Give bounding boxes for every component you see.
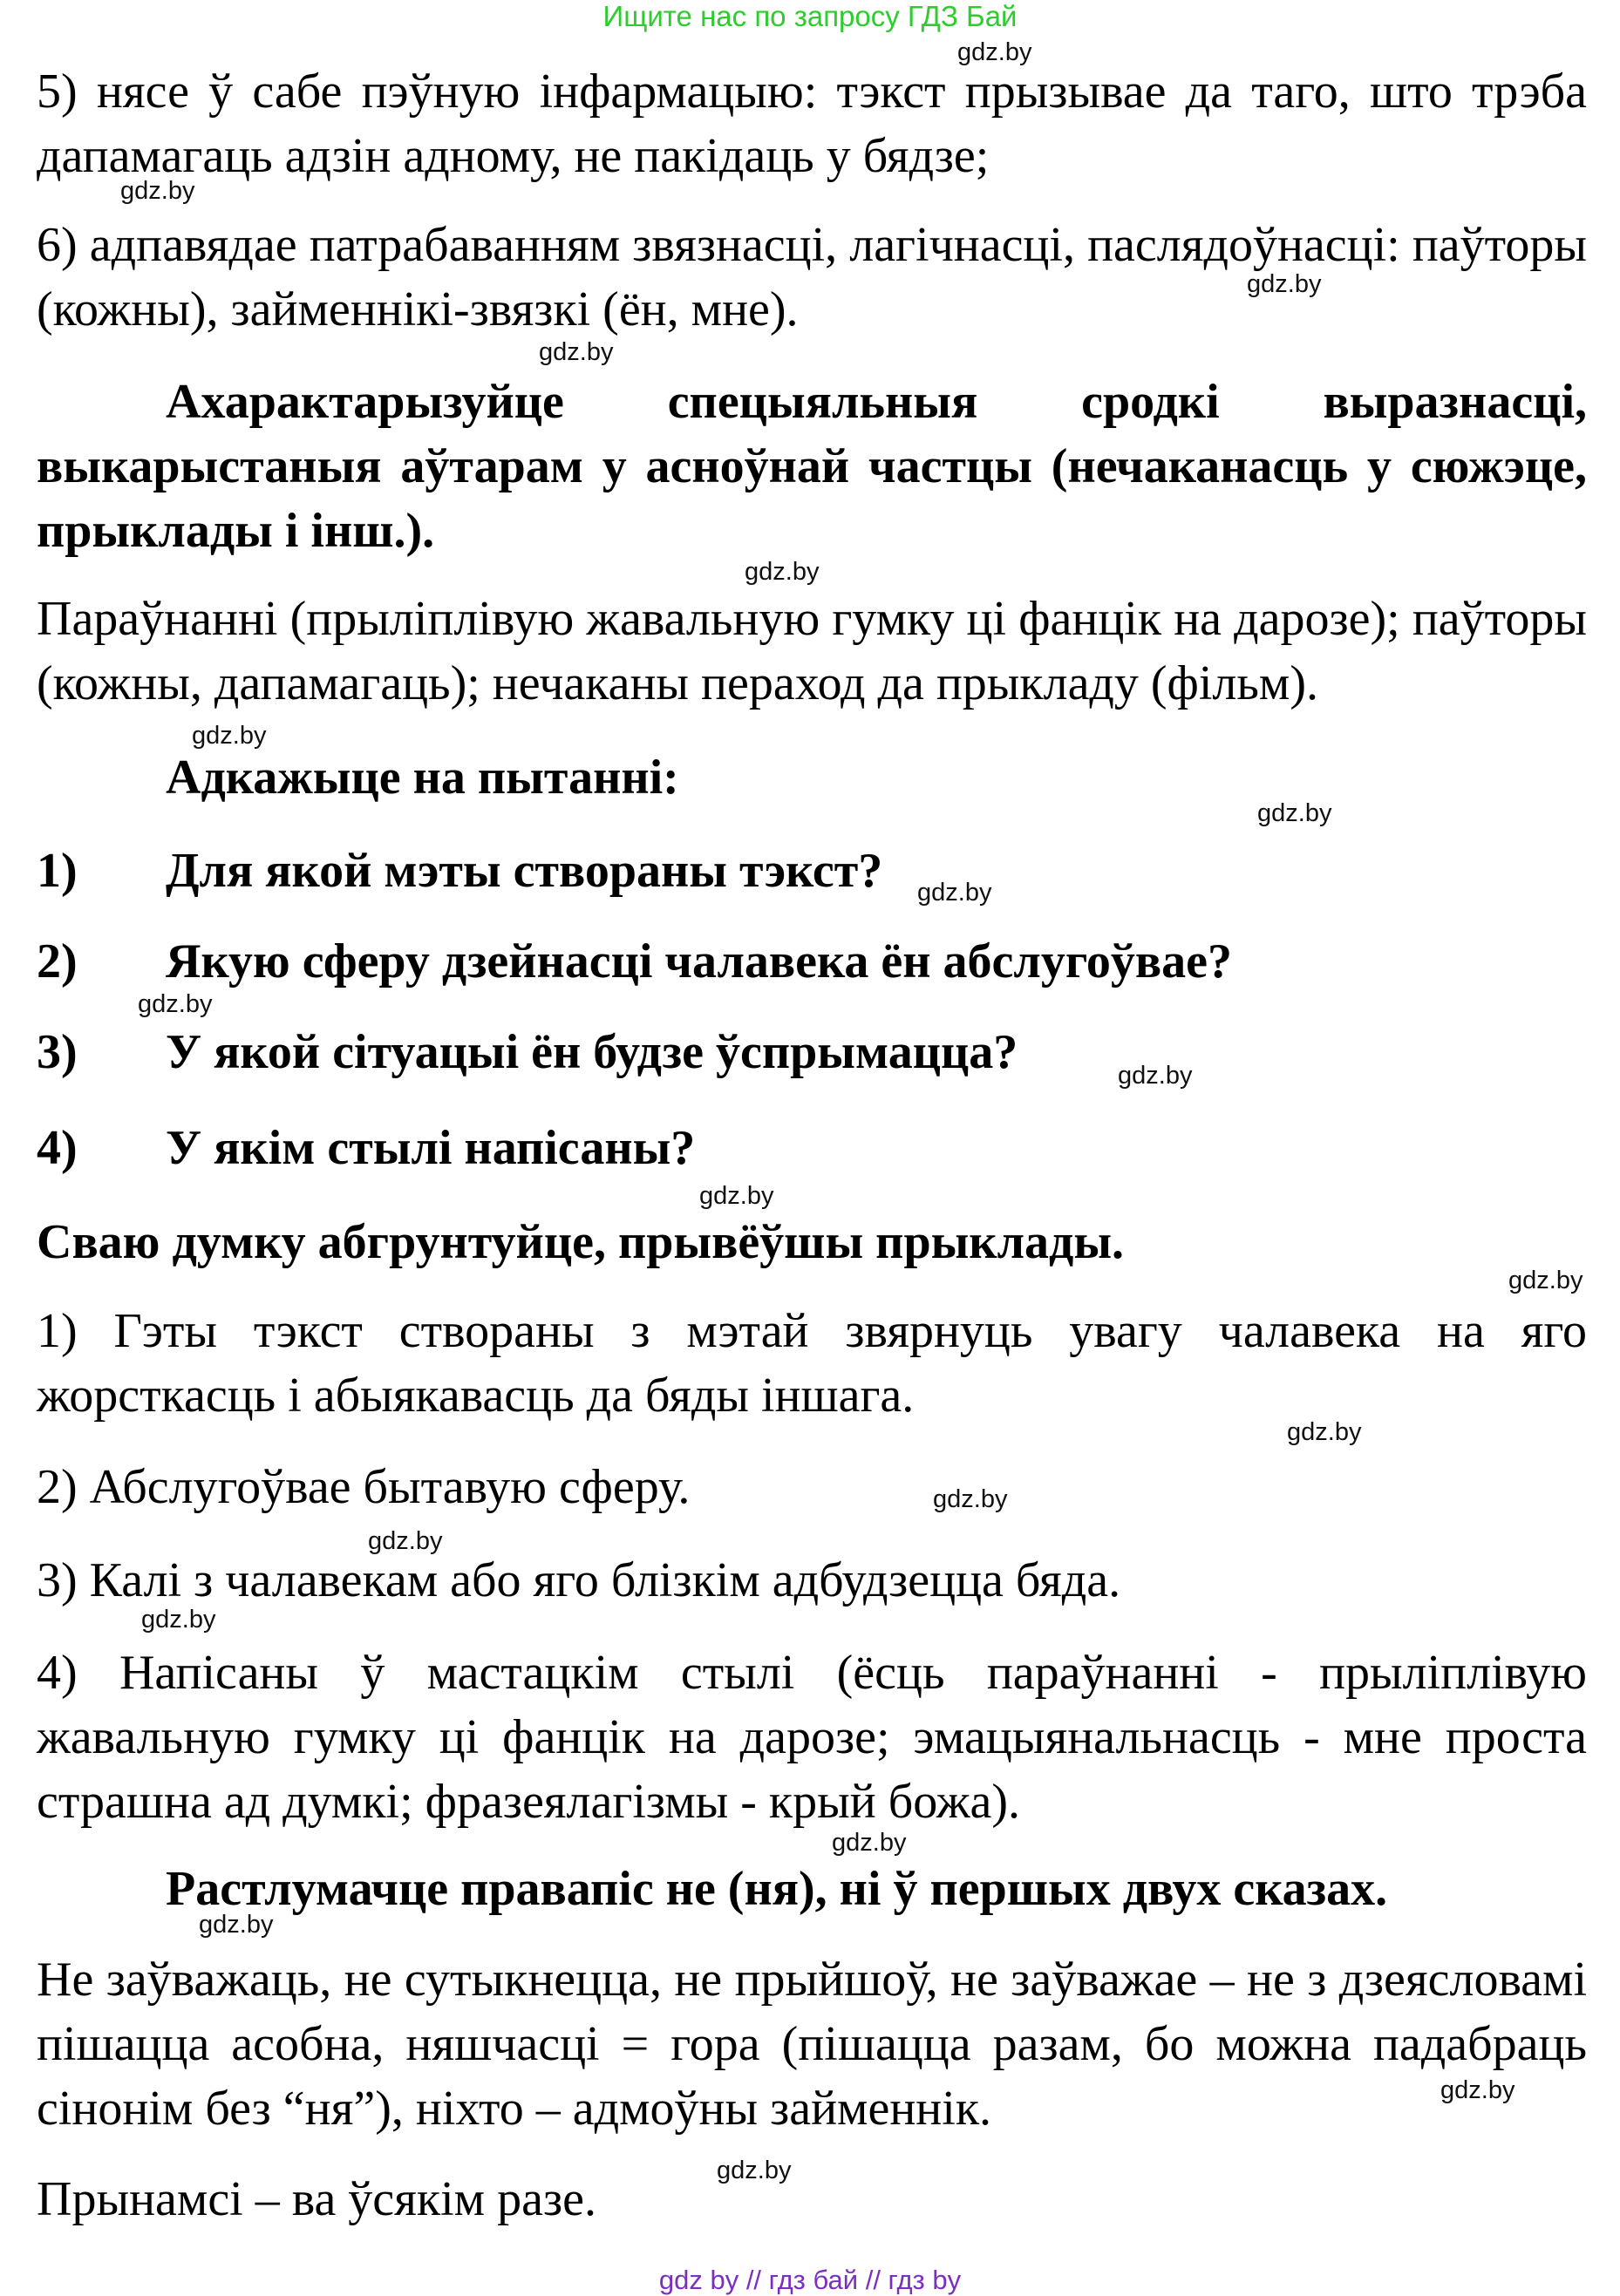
watermark: gdz.by bbox=[917, 879, 992, 907]
watermark: gdz.by bbox=[1440, 2076, 1515, 2104]
question-text: Для якой мэты створаны тэкст? bbox=[166, 844, 883, 898]
paragraph-item-6: 6) адпавядае патрабаванням звязнасці, лагічнасці, паслядоўнасці: паўторы (кожны), займеннікі-звязкі (ён, мне). bbox=[37, 218, 1587, 336]
question-text: У якім стылі напісаны? bbox=[166, 1121, 696, 1175]
watermark: gdz.by bbox=[539, 338, 614, 366]
question-text: У якой сітуацыі ён будзе ўспрымацца? bbox=[166, 1025, 1018, 1079]
question-number: 1) bbox=[37, 844, 78, 898]
watermark: gdz.by bbox=[199, 1911, 274, 1939]
watermark: gdz.by bbox=[933, 1485, 1008, 1513]
watermark: gdz.by bbox=[192, 722, 267, 750]
question-number: 4) bbox=[37, 1121, 78, 1175]
top-banner[interactable]: Ищите нас по запросу ГДЗ Бай bbox=[602, 0, 1018, 32]
question-number: 2) bbox=[37, 934, 78, 988]
watermark: gdz.by bbox=[1257, 799, 1332, 827]
answer-item-1: 1) Гэты тэкст створаны з мэтай звярнуць увагу чалавека на яго жорсткасць і абыякавасць да бяды іншага. bbox=[37, 1304, 1587, 1423]
task-justify-instruction: Сваю думку абгрунтуйце, прывёўшы прыклады. bbox=[37, 1215, 1125, 1269]
answer-expressive-means: Параўнанні (прыліплівую жавальную гумку ці фанцік на дарозе); паўторы (кожны, дапамагаць); нечаканы пераход да прыкладу (фільм). bbox=[37, 592, 1587, 710]
question-text: Якую сферу дзейнасці чалавека ён абслугоўвае? bbox=[166, 934, 1232, 988]
watermark: gdz.by bbox=[141, 1606, 216, 1634]
answer-item-2: 2) Абслугоўвае бытавую сферу. bbox=[37, 1460, 691, 1514]
footer-links[interactable]: gdz by // гдз бай // гдз by bbox=[658, 2265, 962, 2295]
watermark: gdz.by bbox=[1287, 1418, 1362, 1446]
watermark: gdz.by bbox=[699, 1182, 774, 1210]
watermark: gdz.by bbox=[717, 2157, 792, 2184]
paragraph-item-5: 5) нясе ў сабе пэўную інфармацыю: тэкст прызывае да таго, што трэба дапамагаць адзін адному, не пакідаць у бядзе; bbox=[37, 65, 1587, 183]
watermark: gdz.by bbox=[1247, 270, 1322, 298]
watermark: gdz.by bbox=[368, 1527, 443, 1555]
watermark: gdz.by bbox=[832, 1829, 907, 1857]
task-heading-expressive-means: Ахарактарызуйце спецыяльныя сродкі выразнасці, выкарыстаныя аўтарам у асноўнай частцы (нечаканасць у сюжэце, прыклады і інш.). bbox=[37, 375, 1587, 558]
final-note: Прынамсі – ва ўсякім разе. bbox=[37, 2172, 596, 2226]
watermark: gdz.by bbox=[138, 990, 213, 1018]
task-heading-spelling: Растлумачце правапіс не (ня), ні ў першых двух сказах. bbox=[166, 1862, 1388, 1916]
watermark: gdz.by bbox=[745, 558, 820, 586]
question-number: 3) bbox=[37, 1025, 78, 1079]
task-heading-questions: Адкажыце на пытанні: bbox=[166, 751, 679, 805]
watermark: gdz.by bbox=[1118, 1062, 1193, 1090]
answer-item-4: 4) Напісаны ў мастацкім стылі (ёсць параўнанні - прыліплівую жавальную гумку ці фанцік на дарозе; эмацыянальнасць - мне проста страшна ад думкі; фразеялагізмы - крый божа). bbox=[37, 1646, 1587, 1829]
watermark: gdz.by bbox=[120, 177, 195, 205]
watermark: gdz.by bbox=[957, 38, 1032, 66]
watermark: gdz.by bbox=[1508, 1267, 1583, 1294]
answer-item-3: 3) Калі з чалавекам або яго блізкім адбудзецца бяда. bbox=[37, 1553, 1121, 1607]
answer-spelling: Не заўважаць, не сутыкнецца, не прыйшоў, не заўважае – не з дзеясловамі пішацца асобна, няшчасці = гора (пішацца разам, бо можна падабраць сінонім без “ня”), ніхто – адмоўны займеннік. bbox=[37, 1953, 1587, 2136]
